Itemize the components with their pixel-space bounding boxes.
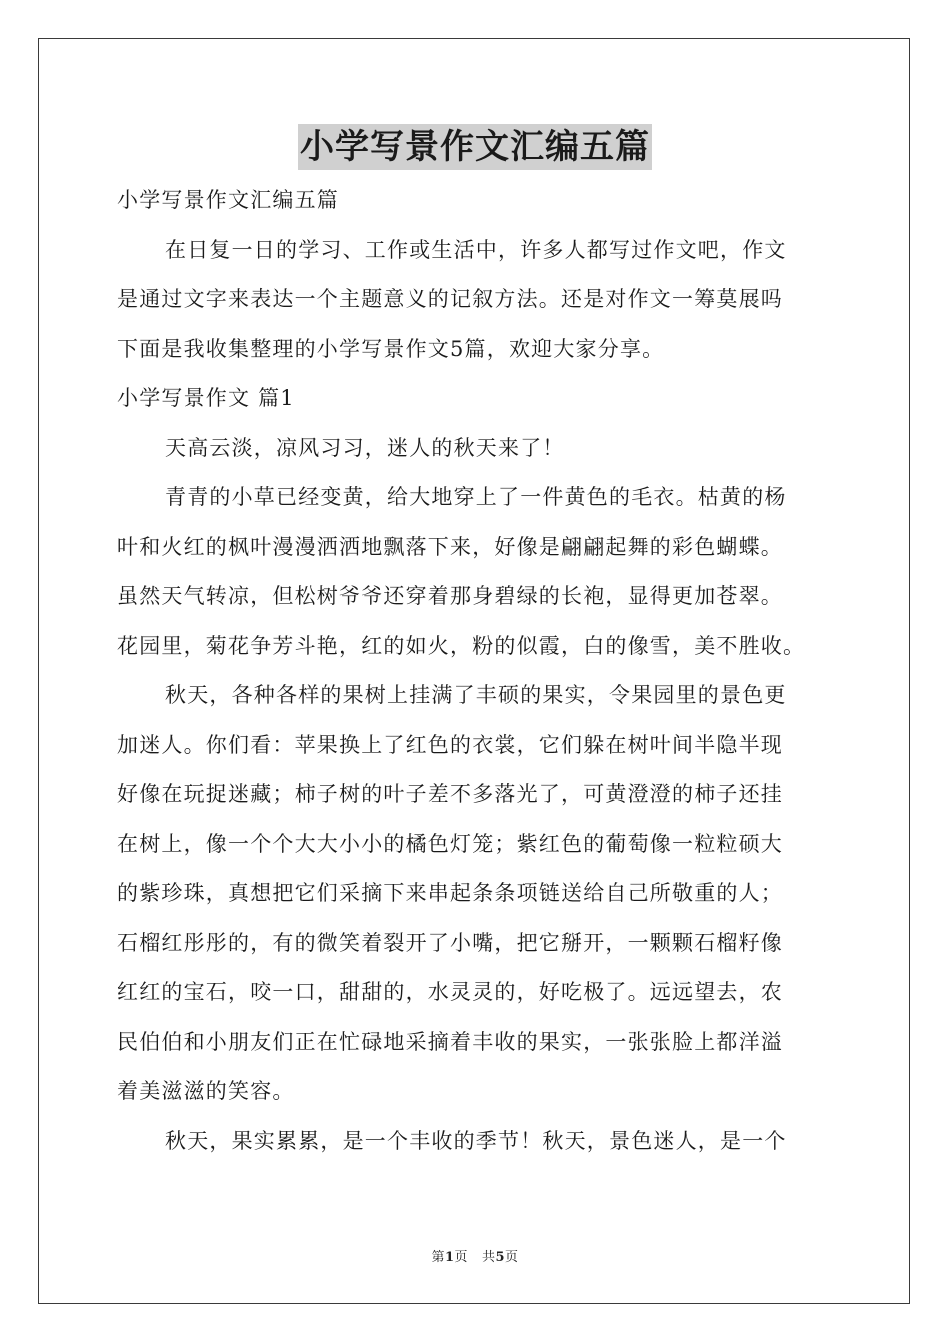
total-suffix: 页 (505, 1250, 519, 1265)
text-line: 叶和火红的枫叶漫漫洒洒地飘落下来，好像是翩翩起舞的彩色蝴蝶。 (117, 534, 783, 559)
text-line: 着美滋滋的笑容。 (117, 1079, 295, 1103)
page-suffix: 页 (454, 1250, 469, 1265)
page-footer (0, 1246, 950, 1265)
text-line: 好像在玩捉迷藏；柿子树的叶子差不多落光了，可黄澄澄的柿子还挂 (117, 782, 783, 806)
page-prefix: 第 (431, 1250, 445, 1265)
text-line: 下面是我收集整理的小学写景作文5篇，欢迎大家分享。 (117, 336, 665, 361)
text-line: 是通过文字来表达一个主题意义的记叙方法。还是对作文一筹莫展吗 (117, 287, 783, 311)
text-line: 青青的小草已经变黄，给大地穿上了一件黄色的毛衣。枯黄的杨 (165, 485, 787, 509)
text-line: 天高云淡，凉风习习，迷人的秋天来了！ (165, 435, 565, 460)
total-prefix: 共 (481, 1250, 496, 1265)
text-line: 秋天，果实累累，是一个丰收的季节！秋天，景色迷人，是一个 (165, 1128, 787, 1153)
text-line: 石榴红彤彤的，有的微笑着裂开了小嘴，把它掰开，一颗颗石榴籽像 (117, 930, 783, 955)
text-line: 小学写景作文 篇1 (117, 386, 295, 410)
text-line: 加迷人。你们看：苹果换上了红色的衣裳，它们躲在树叶间半隐半现 (117, 732, 783, 757)
document-title: 小学写景作文汇编五篇 (298, 124, 652, 170)
text-line: 在树上，像一个个大大小小的橘色灯笼；紫红色的葡萄像一粒粒硕大 (117, 831, 783, 856)
title-container (0, 124, 950, 170)
text-line: 在日复一日的学习、工作或生活中，许多人都写过作文吧，作文 (165, 237, 787, 262)
text-line: 民伯伯和小朋友们正在忙碌地采摘着丰收的果实，一张张脸上都洋溢 (117, 1029, 783, 1054)
page-number: 1 (444, 1250, 455, 1265)
text-line: 的紫珍珠，真想把它们采摘下来串起条条项链送给自己所敬重的人； (117, 881, 783, 905)
text-line: 虽然天气转凉，但松树爷爷还穿着那身碧绿的长袍，显得更加苍翠。 (117, 584, 783, 608)
text-line: 小学写景作文汇编五篇 (117, 188, 339, 212)
text-line: 花园里，菊花争芳斗艳，红的如火，粉的似霞，白的像雪，美不胜收。 (117, 633, 806, 658)
text-line: 秋天，各种各样的果树上挂满了丰硕的果实，令果园里的景色更 (165, 683, 787, 707)
text-line: 红红的宝石，咬一口，甜甜的，水灵灵的，好吃极了。远远望去，农 (117, 980, 783, 1004)
total-pages: 5 (495, 1250, 506, 1265)
document-body (117, 176, 847, 1166)
